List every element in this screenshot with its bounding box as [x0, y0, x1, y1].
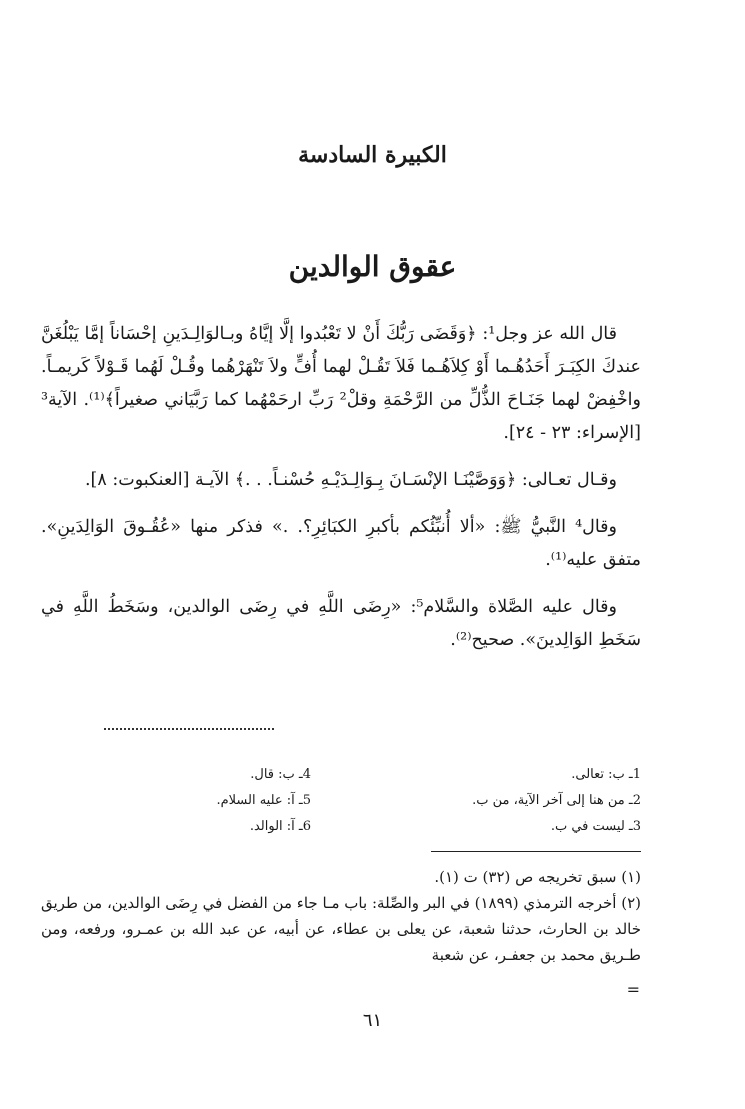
dotted-separator: [104, 728, 274, 730]
paragraph-hadith-major-sins: وقال⁴ النَّبيُّ ﷺ: «ألا أُنبِّئُكم بأكبرِ الكبَائِرِ؟. .» فذكر منها «عُقُـوقَ الوَالِدَينِ». متفق عليه⁽¹⁾.: [41, 517, 641, 570]
footnote-rule: [431, 851, 641, 852]
variant-note: 3ـ ليست في ب.: [550, 819, 641, 834]
variant-note: 2ـ من هنا إلى آخر الآية، من ب.: [472, 793, 641, 808]
page-number: ٦١: [362, 1010, 383, 1031]
continuation-mark: =: [626, 980, 640, 999]
footnote-item: (١) سبق تخريجه ص (٣٢) ت (١).: [434, 868, 641, 886]
footnotes: [41, 864, 641, 968]
variant-note: 1ـ ب: تعالى.: [571, 767, 641, 782]
paragraph-hadith-parents-pleasure: وقال عليه الصَّلاة والسَّلام⁵: «رِضَى اللَّهِ في رِضَى الوالدين، وسَخَطُ اللَّهِ في سَخَطِ الوَالِدينَ». صحيح⁽²⁾.: [41, 597, 641, 650]
section-title: عقوق الوالدين: [288, 250, 457, 283]
variant-note: 6ـ آ: الوالد.: [249, 819, 311, 834]
variants-column-right: [341, 762, 641, 840]
variant-note: 4ـ ب: قال.: [250, 767, 311, 782]
variants-column-left: [111, 762, 311, 840]
paragraph-verse-ankabut: وقـال تعـالى: ﴿وَوَصَّيْنَـا الإنْسَـانَ بِـوَالِـدَيْـهِ حُسْنـاً. . .﴾ الآيـة [العنكبوت: ٨].: [84, 470, 617, 490]
footnote-item: (٢) أخرجه الترمذي (١٨٩٩) في البر والصِّلة: باب مـا جاء من الفضل في رِضَى الوالدين، من طريق خالد بن الحارث، حدثنا شعبة، عن يعلى بن عطاء، عن أبيه، عن عبد الله بن عمـرو، ورفعه، ومن طـريق محمد بن جعفـر، عن شعبة: [41, 894, 641, 964]
chapter-title: الكبيرة السادسة: [298, 142, 447, 168]
variant-note: 5ـ آ: عليه السلام.: [216, 793, 311, 808]
body-text: [41, 318, 641, 671]
paragraph-verse-isra: قال الله عز وجل¹: ﴿وَقَضَى رَبُّكَ أَنْ لا تَعْبُدوا إلَّا إيَّاهُ وبـالوَالِـدَينِ إحْسَاناً إمَّا يَبْلُغَنَّ عندكَ الكِبَـرَ أَحَدُهُـما أَوْ كِلاَهُـما فَلاَ تَقُـلْ لهما أُفٍّ ولاَ تَنْهَرْهُما وقُـلْ لَهُما قَـوْلاً كَريمـاً. واخْفِضْ لهما جَنَـاحَ الذُّلِّ من الرَّحْمَةِ وقلْ² رَبِّ ارحَمْهُما كما رَبَّيَاني صغيراً﴾⁽¹⁾. الآية³ [الإسراء: ٢٣ - ٢٤].: [41, 324, 641, 443]
